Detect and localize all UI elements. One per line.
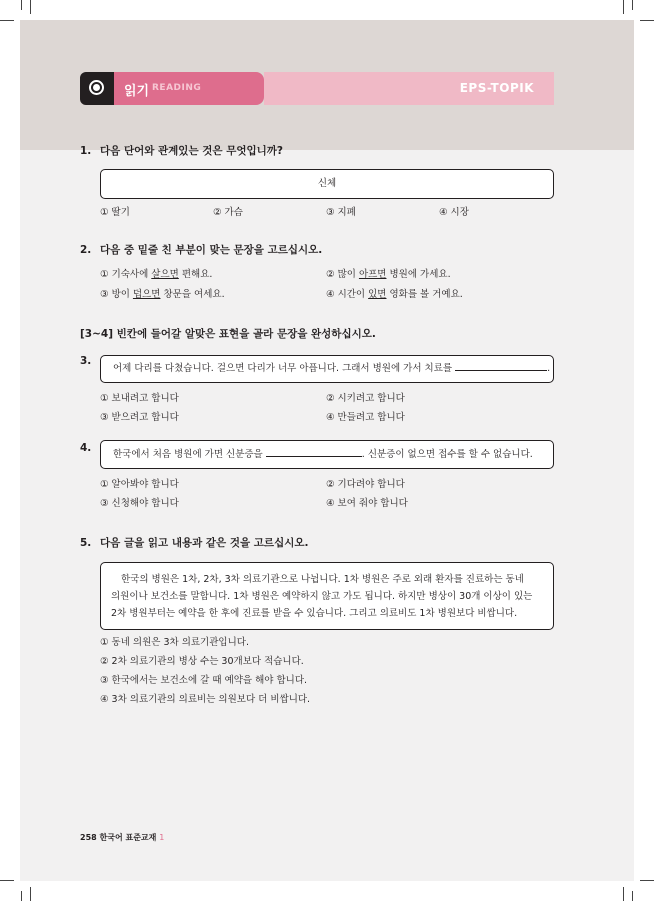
q3-option-3[interactable]: ③ 받으려고 합니다 — [100, 412, 179, 423]
q5-option-3[interactable]: ③ 한국에서는 보건소에 갈 때 예약을 해야 합니다. — [100, 675, 308, 686]
q5-option-1[interactable]: ① 동네 의원은 3차 의료기관입니다. — [100, 637, 249, 648]
section-subtitle: READING — [152, 83, 202, 93]
section-header — [80, 72, 554, 105]
q5-passage-line-2: 의원이나 보건소를 말합니다. 1차 병원은 예약하지 않고 가도 됩니다. 하지만 병상이 30개 이상이 있는 — [111, 591, 533, 602]
q3-blank[interactable] — [455, 370, 547, 371]
brand-label: EPS-TOPIK — [459, 81, 534, 95]
q3-sentence-box — [100, 355, 554, 383]
q2-option-4[interactable]: ④ 시간이 있면 영화를 볼 거예요. — [326, 289, 463, 300]
q5-question: 다음 글을 읽고 내용과 같은 것을 고르십시오. — [100, 537, 309, 549]
q5-passage-line-3: 2차 병원부터는 예약을 한 후에 진료를 받을 수 있습니다. 그리고 의료비도 1차 병원보다 비쌉니다. — [111, 608, 518, 619]
crop-mark — [30, 0, 31, 14]
page-number: 258 — [80, 833, 97, 842]
q2-option-3[interactable]: ③ 방이 덥으면 창문을 여세요. — [100, 289, 225, 300]
q2-option-1[interactable]: ① 기숙사에 살으면 편해요. — [100, 269, 213, 280]
book-title: 한국어 표준교재 — [99, 833, 157, 842]
q4-number: 4. — [80, 442, 92, 454]
q4-blank[interactable] — [266, 456, 362, 457]
q3-number: 3. — [80, 355, 92, 367]
reading-icon — [80, 72, 114, 105]
crop-mark — [21, 0, 22, 10]
group-instruction: [3~4] 빈칸에 들어갈 알맞은 표현을 골라 문장을 완성하십시오. — [80, 328, 376, 340]
q5-option-4[interactable]: ④ 3차 의료기관의 의료비는 의원보다 더 비쌉니다. — [100, 694, 311, 705]
crop-mark — [0, 880, 14, 881]
q3-option-1[interactable]: ① 보내려고 합니다 — [100, 393, 179, 404]
q4-option-2[interactable]: ② 기다려야 합니다 — [326, 479, 405, 490]
crop-mark — [30, 887, 31, 901]
q1-question: 다음 단어와 관계있는 것은 무엇입니까? — [100, 145, 284, 157]
q4-sentence-box — [100, 440, 554, 469]
q3-option-4[interactable]: ④ 만들려고 합니다 — [326, 412, 405, 423]
q1-option-3[interactable]: ③ 지폐 — [326, 207, 356, 218]
crop-mark — [632, 0, 633, 10]
crop-mark — [640, 880, 654, 881]
q1-number: 1. — [80, 145, 92, 157]
q1-word: 신체 — [317, 178, 337, 189]
q5-number: 5. — [80, 537, 92, 549]
crop-mark — [623, 0, 624, 14]
q1-option-2[interactable]: ② 가슴 — [213, 207, 243, 218]
crop-mark — [640, 20, 654, 21]
q4-option-4[interactable]: ④ 보여 줘야 합니다 — [326, 498, 408, 509]
crop-mark — [623, 887, 624, 901]
q2-number: 2. — [80, 244, 92, 256]
page-footer — [80, 832, 164, 843]
q3-option-2[interactable]: ② 시키려고 합니다 — [326, 393, 405, 404]
q1-option-4[interactable]: ④ 시장 — [439, 207, 469, 218]
q1-option-1[interactable]: ① 딸기 — [100, 207, 130, 218]
crop-mark — [0, 20, 14, 21]
section-title: 읽기 — [124, 84, 150, 99]
q4-option-1[interactable]: ① 알아봐야 합니다 — [100, 479, 179, 490]
q2-option-2[interactable]: ② 많이 아프면 병원에 가세요. — [326, 269, 451, 280]
crop-mark — [632, 891, 633, 901]
q5-option-2[interactable]: ② 2차 의료기관의 병상 수는 30개보다 적습니다. — [100, 656, 304, 667]
q5-passage-line-1: 한국의 병원은 1차, 2차, 3차 의료기관으로 나뉩니다. 1차 병원은 주로 외래 환자를 진료하는 동네 — [121, 574, 524, 585]
q4-option-3[interactable]: ③ 신청해야 합니다 — [100, 498, 179, 509]
q5-passage-box — [100, 562, 554, 630]
q4-sentence: 한국에서 처음 병원에 가면 신분증을 . 신분증이 없으면 접수를 할 수 없습니다. — [113, 449, 533, 460]
q1-word-box — [100, 169, 554, 199]
crop-mark — [21, 891, 22, 901]
q3-sentence: 어제 다리를 다쳤습니다. 걸으면 다리가 너무 아픕니다. 그래서 병원에 가서 치료를 . — [113, 363, 551, 374]
q2-question: 다음 중 밑줄 친 부분이 맞는 문장을 고르십시오. — [100, 244, 323, 256]
book-volume: 1 — [159, 833, 165, 842]
